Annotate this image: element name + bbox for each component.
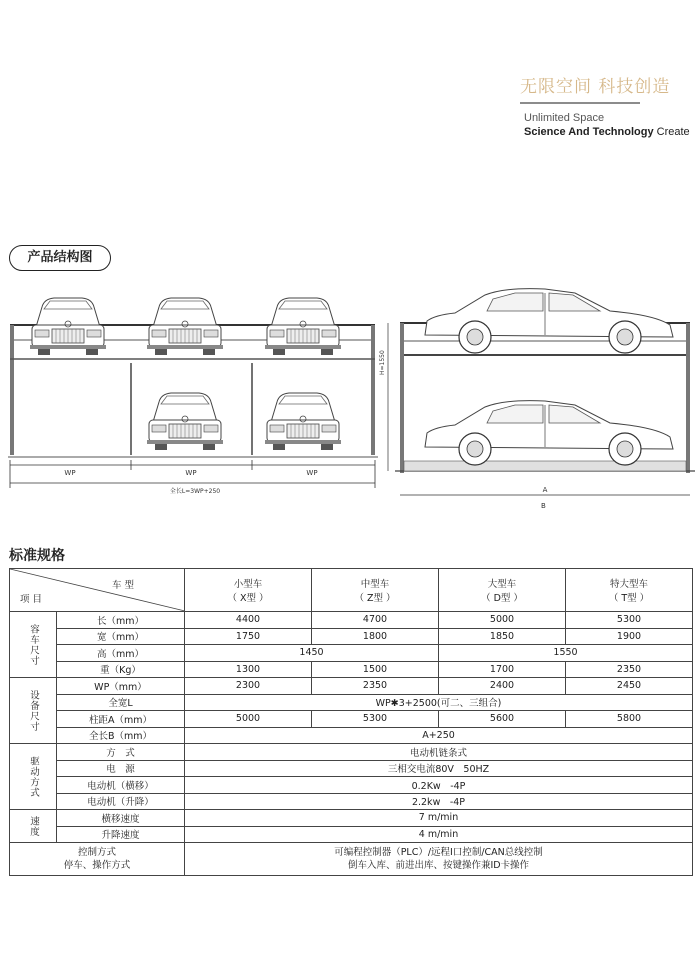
col-header-d: 大型车 （ D型 ）: [439, 569, 566, 612]
table-row: [10, 793, 693, 810]
table-cell: 2350: [566, 661, 693, 678]
row-label: 方 式: [57, 744, 185, 761]
col-header-t: 特大型车 （ T型 ）: [566, 569, 693, 612]
table-cell: 1800: [312, 628, 439, 645]
control-label-cell: [10, 843, 185, 876]
row-label: 横移速度: [57, 810, 185, 827]
table-cell: 5000: [185, 711, 312, 728]
table-header-row: [10, 569, 693, 612]
table-cell: 1550: [439, 645, 693, 662]
row-label: 电动机（横移）: [57, 777, 185, 794]
col-header-x: 小型车 （ X型 ）: [185, 569, 312, 612]
table-cell: 4700: [312, 612, 439, 629]
table-cell: 1450: [185, 645, 439, 662]
table-row: [10, 645, 693, 662]
table-row: [10, 744, 693, 761]
product-structure-diagram: [0, 285, 700, 500]
table-row: [10, 661, 693, 678]
table-cell: 0.2Kw -4P: [185, 777, 693, 794]
row-label: 长（mm）: [57, 612, 185, 629]
table-row: [10, 777, 693, 794]
table-row: [10, 711, 693, 728]
group-drive: 驱动方式: [10, 744, 57, 810]
table-row: [10, 810, 693, 827]
table-row: [10, 628, 693, 645]
table-cell: 电动机链条式: [185, 744, 693, 761]
table-row: [10, 678, 693, 695]
group-equipment: 设备尺寸: [10, 678, 57, 744]
dim-b-label: B: [541, 502, 546, 510]
slogan-english-line2: [524, 126, 690, 138]
table-cell: 2.2kw -4P: [185, 793, 693, 810]
table-cell: WP✱3+2500(可二、三组合): [185, 694, 693, 711]
row-label: 柱距A（mm）: [57, 711, 185, 728]
table-cell: 4400: [185, 612, 312, 629]
row-label: 全长B（mm）: [57, 727, 185, 744]
table-row: [10, 727, 693, 744]
slogan-english-line1: Unlimited Space: [524, 112, 605, 124]
wp-label-2: WP: [185, 469, 197, 477]
slogan-divider: [520, 102, 640, 104]
dim-a-label: A: [542, 486, 548, 494]
table-cell: 2350: [312, 678, 439, 695]
diagonal-header-cell: [10, 569, 185, 612]
table-cell: 2300: [185, 678, 312, 695]
table-cell: 4 m/min: [185, 826, 693, 843]
table-cell: 三相交电流80V 50HZ: [185, 760, 693, 777]
table-cell: 5000: [439, 612, 566, 629]
table-row: [10, 760, 693, 777]
slogan-english-rest: Create: [653, 126, 690, 138]
group-capacity: 容车尺寸: [10, 612, 57, 678]
table-cell: 1300: [185, 661, 312, 678]
table-cell: A+250: [185, 727, 693, 744]
table-row: [10, 826, 693, 843]
row-label: WP（mm）: [57, 678, 185, 695]
table-cell: 1850: [439, 628, 566, 645]
side-view-rack: [379, 289, 695, 500]
slogan-chinese: 无限空间 科技创造: [520, 77, 671, 97]
control-value-1: 可编程控制器（PLC）/远程I口控制/CAN总线控制: [334, 847, 543, 858]
height-dim-label: H=1550: [379, 350, 386, 375]
control-label-2: 停车、操作方式: [63, 860, 131, 871]
total-width-label: 全长L=3WP+250: [169, 488, 221, 495]
front-view-rack: [8, 298, 378, 495]
wp-label-3: WP: [306, 469, 318, 477]
table-cell: 1700: [439, 661, 566, 678]
table-cell: 5800: [566, 711, 693, 728]
table-cell: 5600: [439, 711, 566, 728]
col-header-z: 中型车 （ Z型 ）: [312, 569, 439, 612]
row-label: 电 源: [57, 760, 185, 777]
slogan-english-bold: Science And Technology: [524, 126, 654, 138]
row-label: 宽（mm）: [57, 628, 185, 645]
row-label: 重（Kg）: [57, 661, 185, 678]
wp-label-1: WP: [64, 469, 76, 477]
control-value-cell: [185, 843, 693, 876]
table-cell: 1500: [312, 661, 439, 678]
group-speed: 速度: [10, 810, 57, 843]
header-item: 项 目: [20, 594, 43, 605]
table-cell: 2400: [439, 678, 566, 695]
brand-slogan: [520, 72, 695, 138]
table-row: [10, 843, 693, 876]
table-row: [10, 694, 693, 711]
table-cell: 1750: [185, 628, 312, 645]
spec-table: [9, 568, 693, 876]
row-label: 高（mm）: [57, 645, 185, 662]
table-cell: 1900: [566, 628, 693, 645]
table-cell: 5300: [566, 612, 693, 629]
table-row: [10, 612, 693, 629]
row-label: 升降速度: [57, 826, 185, 843]
control-value-2: 倒车入库、前进出库、按键操作兼ID卡操作: [347, 860, 530, 871]
table-cell: 5300: [312, 711, 439, 728]
table-cell: 7 m/min: [185, 810, 693, 827]
table-cell: 2450: [566, 678, 693, 695]
control-label-1: 控制方式: [77, 847, 116, 858]
row-label: 全宽L: [57, 694, 185, 711]
spec-section-title: 标准规格: [9, 548, 65, 564]
header-vehicle-type: 车 型: [111, 580, 134, 591]
diagram-section-title: 产品结构图: [9, 245, 111, 271]
row-label: 电动机（升降）: [57, 793, 185, 810]
